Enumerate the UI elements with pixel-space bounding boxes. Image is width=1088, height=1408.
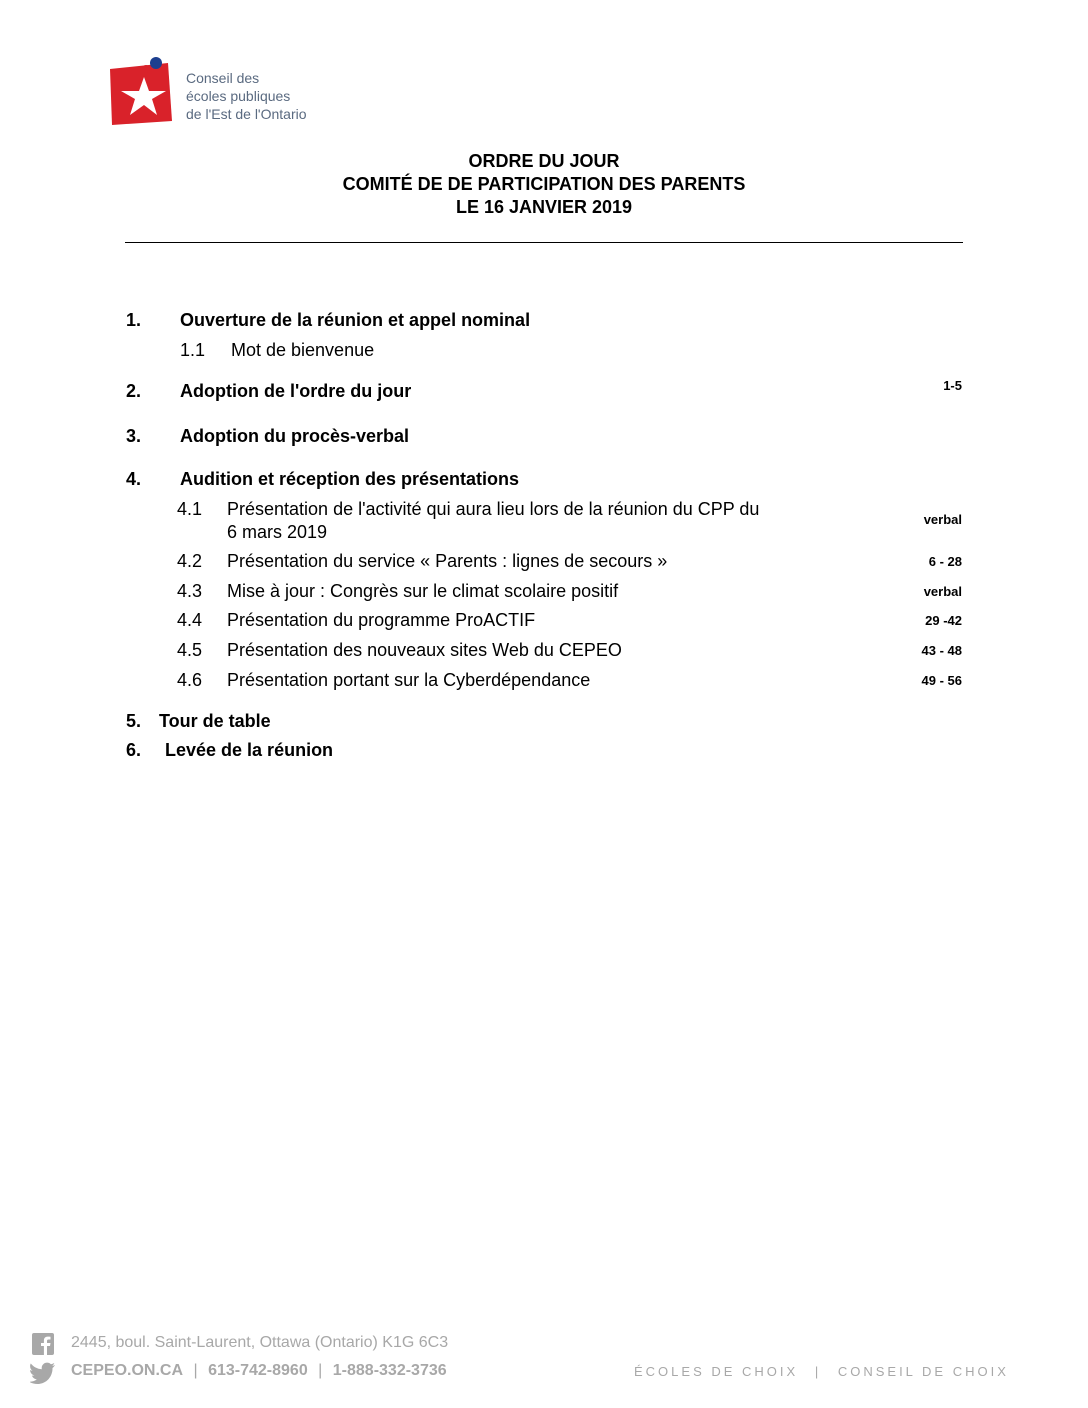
document-title: ORDRE DU JOUR (468, 151, 620, 171)
item-2-pages: 1-5 (943, 378, 962, 393)
footer-contact (71, 1362, 447, 1380)
cepeo-logo-icon (108, 55, 178, 127)
item-4-1-number: 4.1 (177, 499, 203, 519)
item-2-number: 2. (126, 381, 142, 401)
item-4-2-label: Présentation du service « Parents : lignes de secours » (227, 551, 668, 571)
title-divider (125, 242, 963, 243)
logo-line-3: de l'Est de l'Ontario (186, 106, 307, 122)
item-4-5-pages: 43 - 48 (921, 643, 962, 658)
footer-website[interactable]: CEPEO.ON.CA (71, 1362, 184, 1379)
logo-line-1: Conseil des (186, 70, 260, 86)
item-4-4-pages: 29 -42 (925, 613, 962, 628)
item-4-5-number: 4.5 (177, 640, 203, 660)
item-4-1-label-line-1: Présentation de l'activité qui aura lieu lors de la réunion du CPP du (227, 499, 760, 519)
tagline-right: CONSEIL DE CHOIX (837, 1364, 1009, 1379)
item-4-1-pages: verbal (923, 512, 962, 527)
item-3-number: 3. (126, 426, 142, 446)
footer-phone-2: 1-888-332-3736 (332, 1362, 447, 1379)
item-3-label: Adoption du procès-verbal (180, 426, 410, 446)
committee-title: COMITÉ DE DE PARTICIPATION DES PARENTS (342, 174, 746, 194)
tagline-left: ÉCOLES DE CHOIX (634, 1364, 799, 1379)
item-6-number: 6. (126, 740, 142, 760)
item-4-4-label: Présentation du programme ProACTIF (227, 610, 536, 630)
footer-tagline (634, 1364, 1009, 1379)
item-4-5-label: Présentation des nouveaux sites Web du CEPEO (227, 640, 622, 660)
footer-address: 2445, boul. Saint-Laurent, Ottawa (Ontario) K1G 6C3 (71, 1334, 449, 1351)
item-4-1-label-line-2: 6 mars 2019 (227, 522, 328, 542)
item-6-label: Levée de la réunion (165, 740, 334, 760)
item-5-label: Tour de table (159, 711, 271, 731)
item-1-number: 1. (126, 310, 142, 330)
item-2-label: Adoption de l'ordre du jour (180, 381, 412, 401)
item-4-number: 4. (126, 469, 142, 489)
item-1-1-label: Mot de bienvenue (231, 340, 375, 360)
item-4-3-pages: verbal (923, 584, 962, 599)
item-4-3-number: 4.3 (177, 581, 203, 601)
item-4-6-label: Présentation portant sur la Cyberdépendance (227, 670, 591, 690)
logo-line-2: écoles publiques (186, 88, 291, 104)
item-4-3-label: Mise à jour : Congrès sur le climat scolaire positif (227, 581, 619, 601)
item-5-number: 5. (126, 711, 142, 731)
footer-separator: | (193, 1362, 198, 1379)
item-4-6-number: 4.6 (177, 670, 203, 690)
item-4-2-pages: 6 - 28 (928, 554, 962, 569)
item-4-label: Audition et réception des présentations (180, 469, 520, 489)
facebook-icon (32, 1333, 54, 1355)
item-4-2-number: 4.2 (177, 551, 203, 571)
item-1-label: Ouverture de la réunion et appel nominal (180, 310, 531, 330)
tagline-separator: | (814, 1364, 822, 1379)
meeting-date: LE 16 JANVIER 2019 (455, 197, 633, 217)
item-4-4-number: 4.4 (177, 610, 203, 630)
item-4-6-pages: 49 - 56 (921, 673, 962, 688)
item-1-1-number: 1.1 (180, 340, 206, 360)
footer-separator: | (318, 1362, 323, 1379)
twitter-icon (30, 1362, 56, 1384)
footer-phone-1: 613-742-8960 (208, 1362, 308, 1379)
logo-text (186, 69, 307, 123)
